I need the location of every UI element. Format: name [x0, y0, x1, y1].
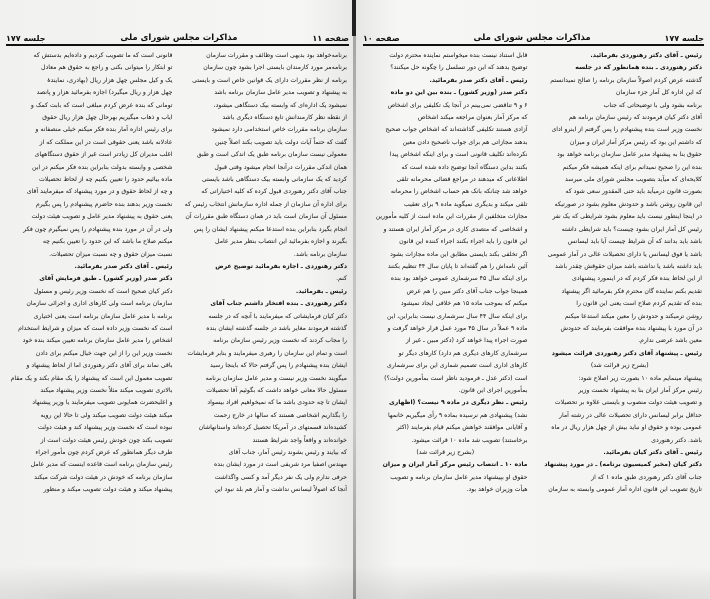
text-line: قانونی است که ما تصویب کردیم و داده‌ایم بدستش که [33, 52, 173, 59]
text-line: تومانی که بنده عرض کردم مبلغی است که بابت کمک و [30, 101, 173, 109]
text-line: بنده این را صحیح نمیدانم برای اینکه همیشه فکر میکنم [562, 163, 702, 171]
text-line: باشد یا فوق لیسانس یا دارای تحصیلات عالی در آمار عمومی [547, 250, 702, 258]
text-line: معمولی نیست سازمان برنامه طبق یک اندکی است و طبق [196, 151, 347, 159]
binding-edge [352, 0, 356, 36]
text-line: پیشنهاد مینمایم ماده ۱۰ بصورت زیر اصلاح شود: [578, 374, 702, 382]
text-line: سازمان برنامه که خودش در هیئت دولت شرکت میکند [34, 473, 173, 481]
text-line: ماده ۱۰ ـ انتصاب رئیس مرکز آمار ایران و میزان [382, 461, 528, 469]
text-line: نخست وزیر این را از این جهت خیال میکنم برای دادن [35, 349, 173, 357]
session-number: جلسه ۱۷۷ [664, 34, 704, 43]
text-line: عمومی بوده و حقوق او نباید بیش از چهل هزار ریال در ماه [551, 424, 702, 432]
text-line: آئین نامه‌اش را هم گفته‌اند تا پایان سال ۴۴ تنظیم بکنند [387, 262, 528, 270]
text-line: هیأت وزیران خواهد بود. [466, 486, 528, 494]
text-line: نبوده است که نخست وزیر پیشنهاد کند و هیئت دولت [38, 424, 173, 432]
text-line: پیشنهاد میکند و هیئت دولت تصویب میکند و منظور [43, 486, 173, 494]
text-line: در آن مورد با پیشنهاد بنده موافقت بفرمایند که حدودش [560, 324, 702, 332]
publication-title: مذاکرات مجلس شورای ملی [120, 33, 238, 43]
text-line: ایاب و ذهاب میگیریم بهرحال چهل هزار ریال حقوق [42, 114, 173, 122]
text-line: روشن ترمیکند و حدودش را معین میکند استدعا میکنم [564, 312, 702, 320]
text-line: برنامه از نظر مقررات دارای یک قوانین خاص است و بایستی [192, 76, 347, 84]
text-line: ۶ و ۹ تناقضی نمی‌بینم در آنجا یک تکلیفی برای اشخاص [387, 101, 528, 109]
text-line: برای اینکه سال ۴۴ سال سرشماری نیست بنابراین، این [387, 312, 528, 320]
text-line: برای رئیس اداره آمار بنده فکر میکنم خیلی منصفانه و [35, 126, 173, 134]
text-line: دکتر کیان (مخبر کمیسیون برنامه) ـ در مورد پیشنهاد [544, 461, 702, 469]
session-number: جلسه ۱۷۷ [6, 34, 46, 43]
text-line: که مرکز آمار بعنوان مراجعه میکند اشخاص [417, 114, 528, 122]
book-gutter [353, 0, 356, 599]
text-line: این قانون روشن باشد و حدودش معلوم بشود در صورتیکه [554, 200, 702, 208]
text-line: دکتر رهنوردی ـ بنده همانطور که در جلسه [575, 64, 702, 72]
text-line: این قانون را باید اجراء بکنند اجراء کننده این قانون [399, 238, 528, 246]
text-line: یعنی حقوق به پیشنهاد مدیر عامل و تصویب هیئت دولت [31, 213, 173, 221]
text-line: رئیس ـ آقای دکتر صدر بفرمائید. [429, 76, 528, 84]
text-line: دکتر کیان صحیح است که نخست وزیر رئیس و مسئول [33, 287, 173, 295]
text-line: را مجاب کردند که نخست وزیر رئیس سازمان برنامه [213, 337, 347, 345]
text-line: گذشته فرمودند مغایر باشد در جلسه گذشته ایشان بنده [206, 324, 347, 332]
text-line: خوانده‌اند و واقعاً واجد شرایط هستند [252, 436, 347, 444]
text-line: کنم. [336, 275, 347, 283]
column-right [8, 50, 173, 559]
text-line: جناب آقای دکتر رهنوردی طبق ماده ۱ که از [591, 473, 702, 481]
text-line: قابل استناد نیست بنده میخواستم نماینده محترم دولت [389, 52, 528, 59]
text-line: تلقی میکند و بدیگری نمیگوید ماده ۹ برای تعقیب [403, 200, 528, 208]
text-line: سازمان برنامه باشد. [293, 250, 347, 258]
text-line: رئیس ـ آقای دکتر رهنوردی بفرمائید. [590, 52, 702, 59]
text-line: صورت اجراء پیدا خواهد کرد (دکتر مبین ـ غیر از [405, 337, 528, 345]
text-line: رئیس کل آمار ایران بشود چیست؟ باید شرایطی داشته [561, 225, 702, 233]
text-line: انجام بگیرد بنابراین بنده استدعا میکنم پیشنهاد ایشان را پس [193, 225, 347, 233]
text-line: که این اداره کل آمار جزء سازمان [615, 89, 702, 97]
column-left [183, 50, 348, 559]
text-line: چهل هزار و ریال میگیرد) اجازه بفرمائید هزار و پانصد [36, 89, 173, 97]
text-line: مجازات متخلفین از مقررات این ماده است از کلیه مأمورین [375, 213, 528, 221]
text-line: که بیایند و رئیس بشوند رئیس آمار، جناب آقای [228, 449, 347, 456]
text-line: حقوق او بپیشنهاد مدیر عامل سازمان برنامه و تصویب [390, 473, 528, 481]
text-line: تصویب بکند چون خودش رئیس هیئت دولت است از [40, 436, 173, 444]
text-line: باقی نماند برای آقای دکتر رهنوردی اما از لحاظ پیشنهاد و [26, 362, 173, 370]
text-line: در اینجا اینطور نیست باید معلوم بشود شرایطی که یک نفر [552, 213, 702, 221]
text-line: تاریخ تصویب این قانون اداره آمار عمومی وابسته به سازمان [548, 486, 702, 494]
text-line: دکتر صدر (وزیر کشور) ـ بنده بین این دو ماده [390, 89, 528, 97]
text-line: اغلب مدیران کل زیادتر است غیر از حقوق دستگاههای [34, 151, 173, 159]
text-line: دکتر صدر (وزیر کشور) ـ طبق فرمایش آقای [39, 275, 173, 283]
text-line: باید داشته باشد یا نداشته باشد میزان حقوقش چقدر باشد [555, 262, 702, 270]
text-line: آقای دکتر کیان فرمودند که رئیس سازمان برنامه هم [568, 114, 702, 122]
text-line: ایشان بنده پیشنهادم را پس گرفتم حالا که باینجا رسید [210, 362, 347, 370]
text-line: اطلاعاتی که میدهند در مراجع قضائی محرمانه تلقی [396, 176, 528, 184]
text-line: است و تمام این سازمان را رهبری میفرمایند و بنابر فرمایشات [187, 349, 347, 357]
text-line: دکتر رهنوردی ـ اجازه بفرمائید توضیح عرض [215, 262, 347, 270]
text-line: بصورت قانون درمیآید باید حتی المقدور سعی شود که [565, 188, 702, 196]
scan-shadow [355, 559, 710, 599]
page-number: صفحه ۱۰ [363, 34, 400, 43]
text-line: از نقطه نظر کارمندانش تابع دستگاه دیگری باشد [222, 114, 347, 122]
text-line: ایشان تا چه حدودی باشد ما که نمیخواهیم افراد بیسواد [207, 399, 347, 407]
text-line: و اشخاصی که متصدی کاری در مرکز آمار ایران هستند و [383, 225, 528, 233]
text-line: آزادی هستند تکلیفی گذاشته‌اند که اشخاص جواب صحیح [385, 126, 528, 134]
text-line: ماده ۹ عملاً در سال ۴۵ مورد عمل قرار خواهد گرفت و [387, 324, 528, 332]
text-line: گذشته عرض کردم اصولاً سازمان برنامه را صالح نمیدانستم [550, 76, 702, 84]
running-head-left [6, 30, 349, 46]
text-line: شخصی و وابسته بدولت بنابراین بنده فکر میکنم در این [31, 163, 173, 171]
text-line: تقدیم بکنم نماینده گان محترم فکر بفرمائید اگر پیشنهاد [561, 287, 702, 295]
text-line: حداقل برابر لیسانس دارای تحصیلات عالی در رشته آمار [558, 411, 702, 419]
page-right [355, 0, 710, 599]
text-line: نخست وزیر بدهند بنده حاضرم پیشنهادم را پس بگیرم [35, 200, 173, 208]
text-line: تو ابتکار را میتوانی بکنی و راجع به حقوق هم معادل [40, 64, 173, 72]
text-line: حقوق بنا به پیشنهاد مدیر عامل سازمان برنامه خواهد بود [556, 151, 702, 159]
text-line: جناب آقای دکتر رهنوردی قبول کرده که کلیه اختیاراتی که [201, 188, 347, 196]
text-line: ماده بیائیم حدود را تعیین بکنیم چه از لحاظ تحصیلات [38, 176, 173, 184]
text-line: کردید که یک سازمانی وابسته بیک دستگاهی باشد بایستی [201, 176, 347, 184]
text-line: بنده که تقدیم کردم صلاح است یعنی این قانون را [576, 300, 702, 308]
text-line: کشیده‌اند قسمتهای در آمریکا تحصیل کرده‌اند واستانهاشان [198, 424, 347, 432]
text-line: برنامه بشود ولی با توضیحاتی که جناب [603, 101, 702, 109]
text-line: میکند هیئت دولت تصویب میکند ولی تا حالا این رویه [40, 411, 173, 419]
text-line: رئیس ـ پیشنهاد آقای دکتر رهنوردی قرائت میشود [551, 349, 702, 357]
text-line: که داشتم این بود که رئیس مرکز آمار ایران و میزان [569, 138, 702, 146]
text-line: بکنند بداین دستگاه آنجا توضیح داده شده است که [401, 163, 528, 171]
text-line: برای اینکه سال ۴۵ سرشماری عمومی خواهد بود بنده [390, 275, 528, 283]
text-line: کلایحه‌ای که میآید بتصویب مجلس شورای ملی میرسد [565, 176, 702, 184]
text-line: نسبت میزان حقوق و چه نسبت میزان تحصیلات. [49, 250, 173, 258]
text-line: یک و کیل مجلس چهل هزار ریال (بهادری، نمایندهٔ [47, 76, 173, 84]
text-line: بالاتری تصویب میکند مثلاً نخست وزیر پیشنهاد میکند [40, 386, 173, 394]
text-line: برخاستند) تصویب شد ماده ۱۰ قرائت میشود. [411, 436, 528, 444]
text-line: ولی در آن در مورد بنده پیشنهادم را پس نمیگیرم چون فکر [23, 225, 173, 233]
text-line: است (دکتر عدل ـ فرمودید ناظر است بمأمورین دولت؟) [384, 374, 528, 382]
text-line: اشخاص را مدیر عامل سازمان برنامه تعیین میکند بنده خود [22, 337, 173, 345]
text-line: بگیرند و اجازه بفرمائید این انتصاب بنظر مدیر عامل [215, 238, 347, 246]
text-line: دکتر کیان فرمایشاتی که میفرمایند با آنچه که در جلسه [208, 312, 347, 320]
text-line: نمیشود یک اداره‌ای که وابسته بیک دستگاهی میشود، [213, 101, 347, 109]
text-line: عادلانه باشد یعنی حقوقی است در این مملکت که از [39, 138, 173, 146]
text-line: توضیح بدهند که این دور تسلسل را چگونه حل میکنند؟ [390, 64, 528, 72]
text-line: رئیس مرکز آمار ایران بنا به پیشنهاد نخست وزیر [578, 386, 702, 394]
text-line: میکنم صلاح ما باشد که این حدود را تعیین بکنیم چه [42, 238, 173, 246]
text-line: بمأمورین اجرای این قانون. [458, 386, 528, 394]
text-line: نخست وزیر است بنده پیشنهادم را پس گرفتم از اینرو ادای [551, 126, 702, 134]
text-line: خواهد شد چنانکه بانک هم حساب اشخاص را محرمانه [390, 188, 528, 196]
column-right [363, 50, 528, 559]
page-number: صفحه ۱۱ [312, 34, 349, 43]
text-columns-left [8, 50, 347, 559]
text-line: دکتر رهنوردی ـ بنده افتخار داشتم جناب آقای [210, 300, 347, 308]
text-line: برنامه‌خواهد بود بدیهی است وظائف و مقررات سازمان [206, 52, 347, 59]
text-line: برنامه‌مر مورد کارمندان بایستی اجرا بشود چون سازمان [203, 64, 347, 72]
text-line: مسئول آن سازمان است باید در همان دستگاه طبق مقررات آن [185, 213, 347, 221]
text-line: سازمان برنامه مقررات خاص استخدامی دارد نمیشود [211, 126, 347, 134]
text-line: (بشرح زیر قرائت شد) [416, 449, 475, 456]
text-line: تصویب معمول این است که پیشنهاد را یک مقام بکند و یک مقام [10, 374, 173, 382]
text-line: اگر تخلفی بکند بایستی مطابق این ماده مجازات بشود [390, 250, 528, 258]
text-line: میگویند نخست وزیر نیست و مدیر عامل سازمان برنامه [205, 374, 347, 382]
text-line: آنجا که اصولاً لیسانس نداشت و آمار هم بلد نبود این [214, 486, 347, 494]
text-line: باشد باید بدانند که آن شرایط چیست آیا باید لیسانس [567, 238, 702, 246]
text-line: و اعلیحضرت همایونی تصویب میفرمایند یا وزیر پیشنهاد [32, 399, 173, 407]
text-line: رئیس ـ بفرمائید. [295, 287, 347, 295]
running-head-right [363, 30, 704, 46]
text-line: رئیس ـ نظر دیگری در ماده ۹ نیست؟ (اظهاری [388, 399, 528, 407]
text-line: همینجا جواب جناب آقای دکتر مبین را هم عرض [406, 287, 528, 295]
text-line: نکرده‌اند تکلیف قانونی است و برای اینکه اشخاص پیدا [389, 151, 528, 159]
text-line: همان اندکی مقررات درآنجا انجام میشود وقتی قبول [214, 163, 347, 171]
text-line: میکنم که بموجب ماده ۱۵ هم خلافی ایجاد نمیشود [400, 300, 528, 308]
text-line: گفت که حتماً آیات دولت باید تصویب بکند اصلاً چنین [215, 138, 347, 146]
text-line: از این لحاظ بنده فکر کردم که در اینمورد پیشنهادی [571, 275, 702, 283]
text-line: نشد) پیشنهادی هم نرسیده بماده ۹ رأی میگیریم خانمها [387, 411, 528, 419]
text-line: طرف دیگر همانطور که عرض کردم چون مأمور اجراء [35, 449, 173, 456]
text-columns-right [363, 50, 702, 559]
text-line: و چه از لحاظ حقوق و در مورد پیشنهاد که میفرمایند آقای [26, 188, 173, 196]
text-line: است که نخست وزیر داده است که میزان و شرایط استخدام [18, 324, 173, 332]
text-line: حرفی ندارم ولی یک نفر دیگر آمد و کسی واگذاشت [214, 473, 347, 481]
text-line: برنامه با مدیر عامل سازمان برنامه است یعنی اختیاری [33, 312, 173, 320]
text-line: و تصویب هیئت دولت منصوب و بایستی علاوه بر تحصیلات [554, 399, 702, 407]
text-line: سازمان برنامه است ولی کارهای اداری و اجرائی سازمان [26, 300, 173, 308]
text-line: رئیس ـ آقای دکتر کیان بفرمائید. [603, 449, 702, 456]
text-line: و آقایانی موافقند خواهش میکنم قیام بفرمایند (اکثر [396, 424, 528, 432]
text-line: بدهند مجازاتی هم برای جواب ناصحیح دادن معین [402, 138, 528, 146]
text-line: سرشماری کارهای دیگری هم دارد) کارهای دیگر تو [398, 349, 528, 357]
text-line: (بشرح زیر قرائت شد) [590, 362, 649, 370]
publication-title: مذاکرات مجلس شورای ملی [473, 33, 591, 43]
text-line: معین باشد عرضی ندارم. [638, 337, 702, 345]
column-left [538, 50, 703, 559]
text-line: برای اداره آن سازمان از جمله اداره سازمانش انتخاب رئیس که [184, 200, 347, 208]
text-line: مسئول حالا معانی خواهد داشت که بگوئیم آقا تحصیلات [206, 386, 347, 394]
text-line: به پیشنهاد و تصویب مدیر عامل سازمان برنامه باشد [214, 89, 347, 97]
text-line: رئیس سازمان برنامه است قاعده اینست که مدیر عامل [30, 461, 173, 469]
text-line: باشد. دکتر رهنوردی [651, 436, 702, 444]
text-line: کارهای اداری است تصمیم شماری این برای سرشماری [386, 362, 528, 370]
text-line: رئیس ـ آقای دکتر صدر بفرمائید. [74, 262, 173, 270]
text-line: مهندس اصفیا مرد شریفی است در مورد ایشان بنده [214, 461, 347, 469]
scan-shadow [0, 559, 355, 599]
text-line: را بگذاریم اشخاصی هستند که سالها در خارج زحمت [213, 411, 347, 419]
